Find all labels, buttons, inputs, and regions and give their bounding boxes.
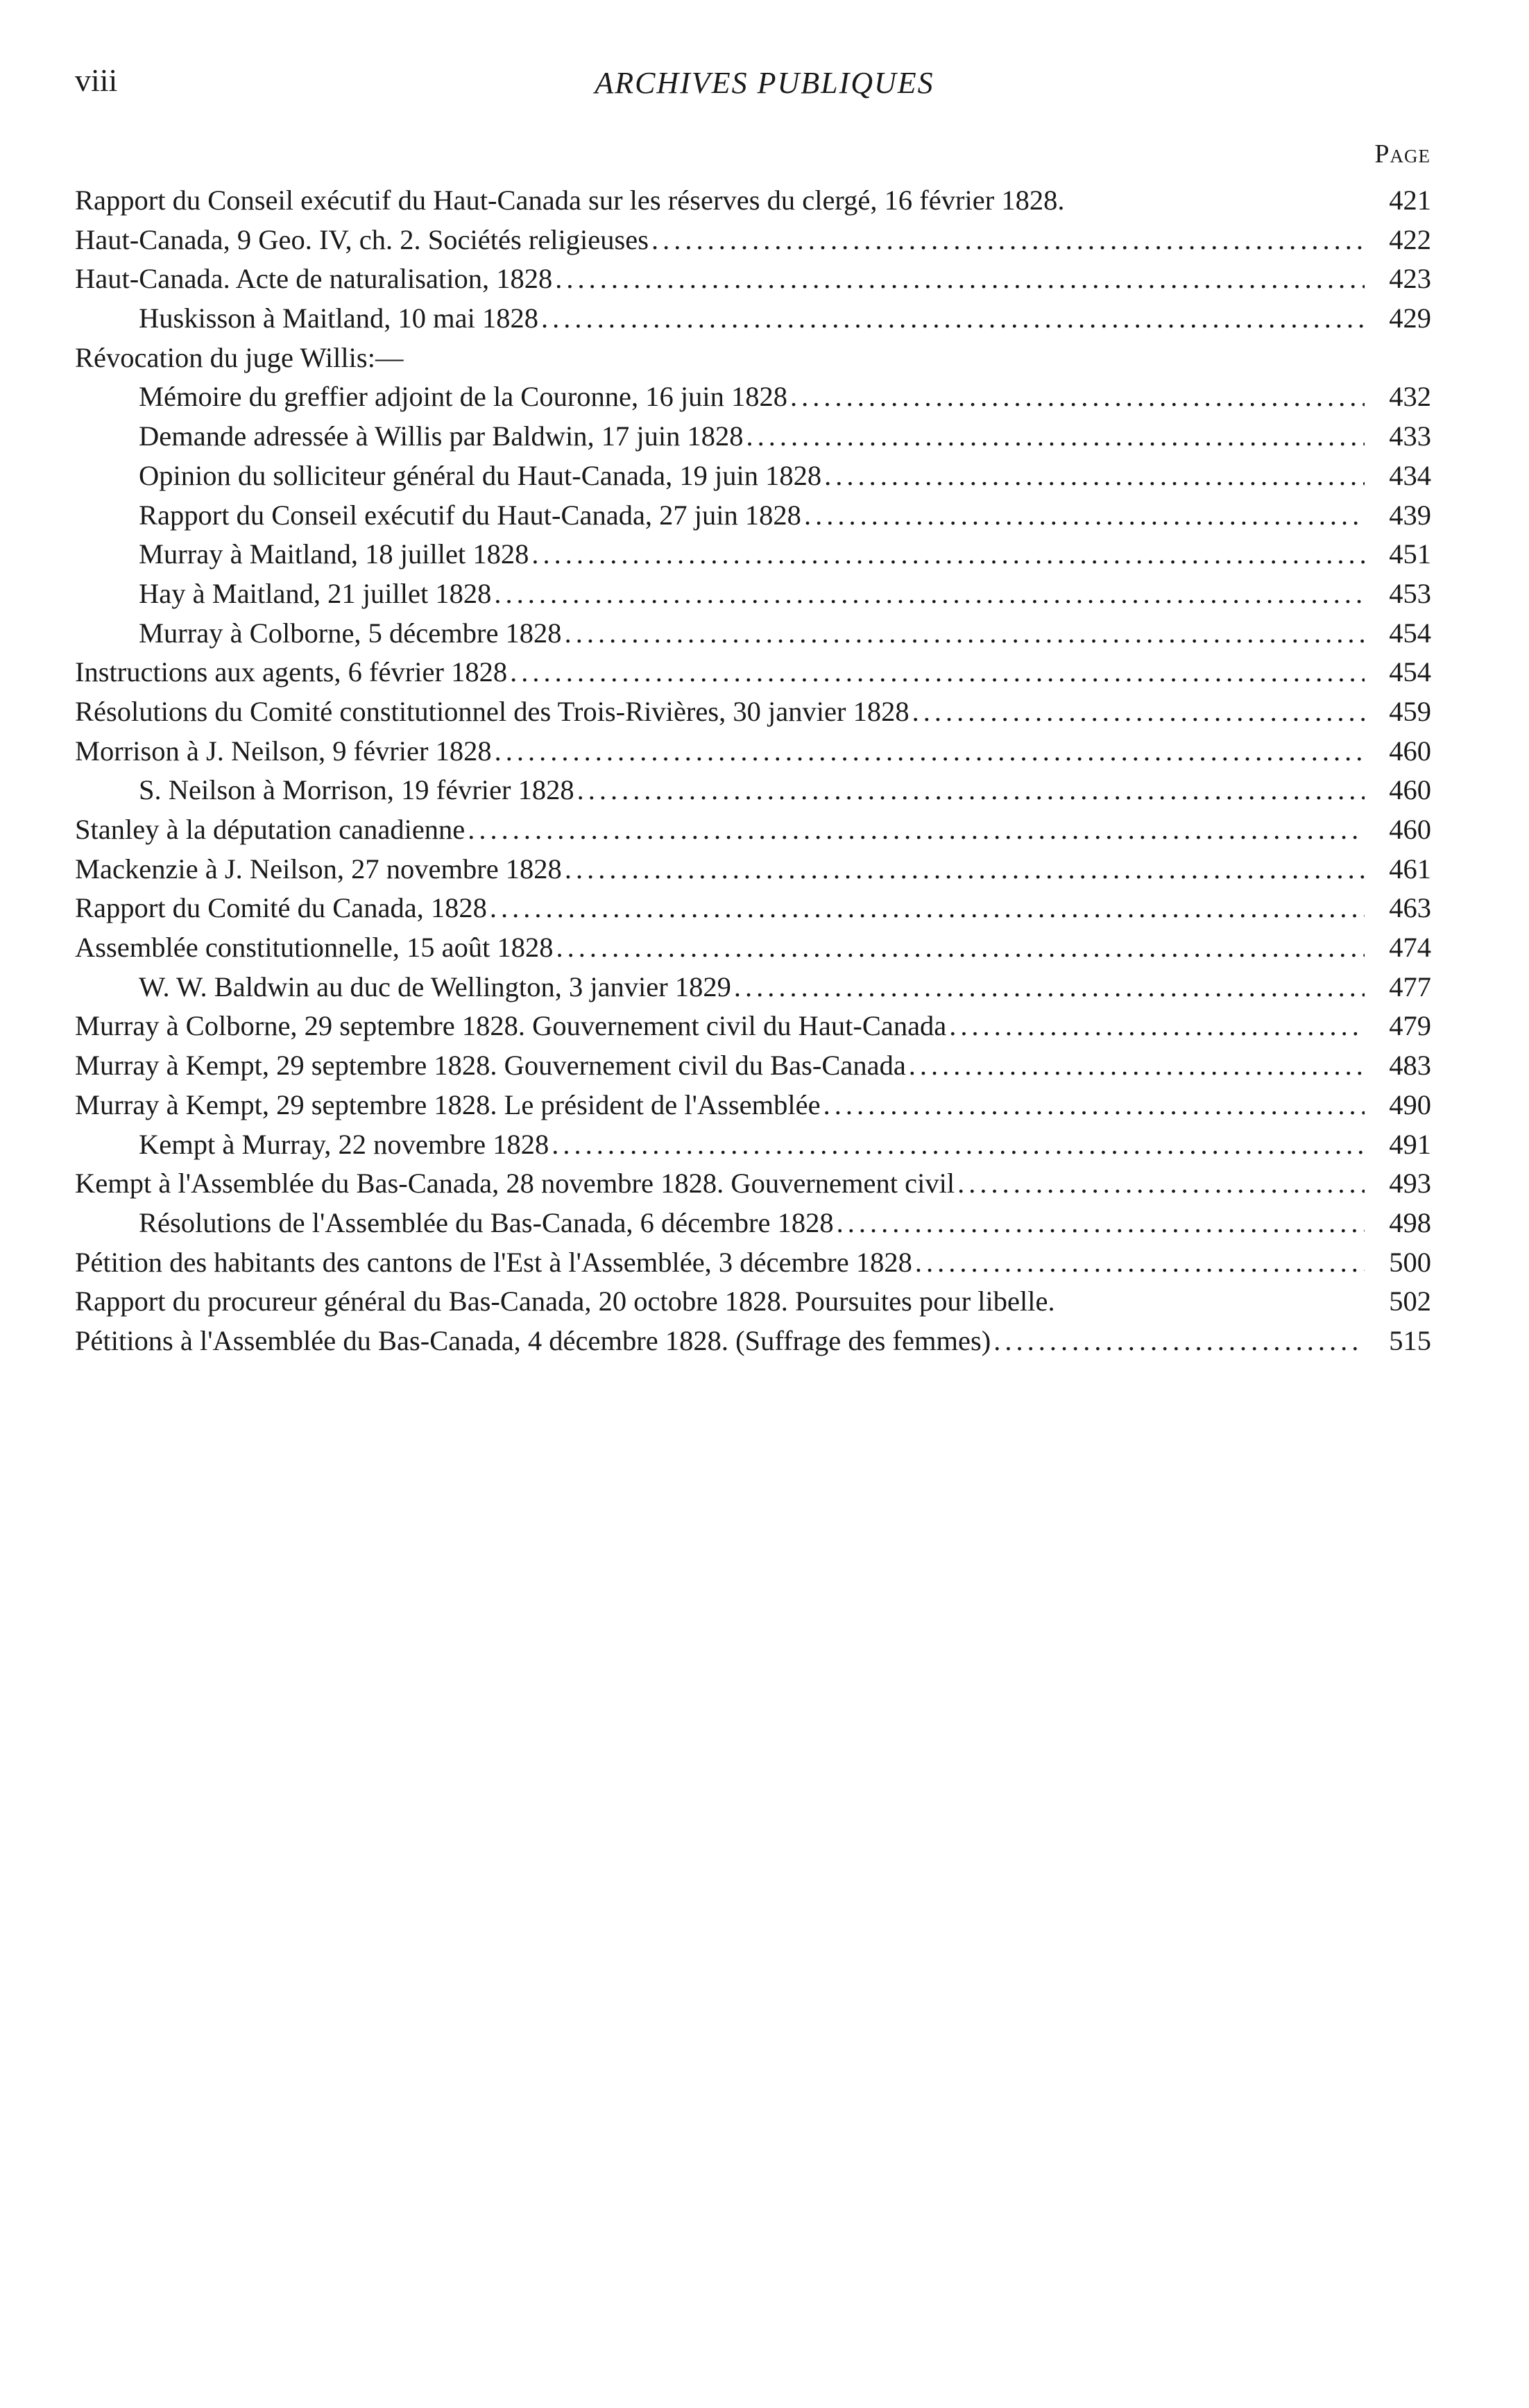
toc-entry-page: 429 — [1389, 302, 1431, 334]
toc-entry — [75, 1322, 1431, 1361]
toc-entry-page: 479 — [1389, 1010, 1431, 1042]
toc-entry — [75, 614, 1431, 654]
table-of-contents — [75, 181, 1431, 1361]
toc-entry — [75, 1125, 1431, 1165]
toc-entry-title: Murray à Colborne, 5 décembre 1828 — [139, 617, 562, 649]
toc-entry-title: Murray à Kempt, 29 septembre 1828. Gouvernement civil du Bas-Canada — [75, 1050, 906, 1082]
toc-entry-title: Hay à Maitland, 21 juillet 1828 — [139, 577, 492, 609]
toc-leader-dots — [565, 850, 1365, 889]
toc-entry-page: 432 — [1389, 381, 1431, 413]
toc-leader-dots — [949, 1007, 1365, 1046]
toc-entry-page: 453 — [1389, 577, 1431, 609]
toc-entry-page: 434 — [1389, 459, 1431, 491]
toc-leader-dots — [490, 889, 1365, 928]
toc-entry-page: 433 — [1389, 420, 1431, 452]
toc-entry-page: 515 — [1389, 1324, 1431, 1356]
toc-leader-dots — [837, 1204, 1365, 1243]
toc-entry-title: Mémoire du greffier adjoint de la Couronne, 16 juin 1828 — [139, 381, 788, 413]
toc-entry — [75, 850, 1431, 889]
toc-entry — [75, 771, 1431, 810]
toc-entry-page: 502 — [1389, 1286, 1431, 1317]
toc-entry-page: 422 — [1389, 223, 1431, 255]
toc-entry — [75, 1204, 1431, 1243]
toc-entry-page: 459 — [1389, 695, 1431, 727]
page-column-label: Page — [1374, 139, 1430, 169]
toc-entry-title: Rapport du Conseil exécutif du Haut-Canada, 27 juin 1828 — [139, 499, 801, 531]
toc-entry-title: Résolutions du Comité constitutionnel des Trois-Rivières, 30 janvier 1828 — [75, 695, 909, 727]
toc-entry-title: Morrison à J. Neilson, 9 février 1828 — [75, 735, 492, 767]
toc-leader-dots — [531, 535, 1365, 574]
toc-leader-dots — [909, 1046, 1365, 1086]
toc-entry-title: Résolutions de l'Assemblée du Bas-Canada, 6 décembre 1828 — [139, 1206, 834, 1238]
toc-leader-dots — [746, 417, 1365, 456]
toc-entry-title: Opinion du solliciteur général du Haut-Canada, 19 juin 1828 — [139, 459, 822, 491]
toc-leader-dots — [495, 732, 1365, 771]
toc-leader-dots — [556, 928, 1365, 968]
toc-entry-title: W. W. Baldwin au duc de Wellington, 3 janvier 1829 — [139, 971, 731, 1002]
toc-entry-title: Murray à Colborne, 29 septembre 1828. Gouvernement civil du Haut-Canada — [75, 1010, 947, 1042]
toc-leader-dots — [734, 968, 1365, 1007]
toc-entry — [75, 221, 1431, 260]
toc-entry — [75, 928, 1431, 968]
toc-entry-page: 421 — [1389, 185, 1431, 216]
toc-leader-dots — [912, 692, 1365, 732]
toc-entry — [75, 1243, 1431, 1283]
toc-entry-title: Huskisson à Maitland, 10 mai 1828 — [139, 302, 538, 334]
toc-leader-dots — [824, 456, 1365, 496]
toc-entry-page: 460 — [1389, 814, 1431, 845]
toc-entry-page: 491 — [1389, 1128, 1431, 1160]
toc-leader-dots — [555, 259, 1365, 299]
toc-entry-title: Murray à Kempt, 29 septembre 1828. Le président de l'Assemblée — [75, 1088, 821, 1120]
toc-entry-title: Demande adressée à Willis par Baldwin, 17 juin 1828 — [139, 420, 744, 452]
toc-entry — [75, 456, 1431, 496]
toc-leader-dots — [577, 771, 1365, 810]
toc-entry-page: 500 — [1389, 1246, 1431, 1278]
toc-entry-page: 490 — [1389, 1088, 1431, 1120]
toc-entry-title: Instructions aux agents, 6 février 1828 — [75, 656, 508, 688]
toc-entry — [75, 968, 1431, 1007]
toc-leader-dots — [468, 810, 1365, 850]
toc-entry-page: 483 — [1389, 1050, 1431, 1082]
toc-entry — [75, 377, 1431, 417]
toc-entry-page: 460 — [1389, 735, 1431, 767]
toc-entry-title: Haut-Canada. Acte de naturalisation, 1828 — [75, 263, 553, 295]
toc-entry-title: Kempt à Murray, 22 novembre 1828 — [139, 1128, 549, 1160]
toc-entry — [75, 653, 1431, 692]
toc-entry-page: 454 — [1389, 656, 1431, 688]
toc-leader-dots — [790, 377, 1365, 417]
toc-entry-page: 463 — [1389, 892, 1431, 924]
toc-entry — [75, 732, 1431, 771]
toc-entry-page: 451 — [1389, 538, 1431, 570]
toc-entry-page: 439 — [1389, 499, 1431, 531]
toc-entry-page: 477 — [1389, 971, 1431, 1002]
toc-leader-dots — [651, 221, 1365, 260]
toc-leader-dots — [957, 1164, 1365, 1204]
toc-entry-page: 493 — [1389, 1168, 1431, 1199]
toc-entry — [75, 1282, 1431, 1322]
toc-entry-page: 461 — [1389, 853, 1431, 885]
page-folio: viii — [75, 62, 118, 98]
toc-leader-dots — [993, 1322, 1365, 1361]
toc-entry — [75, 692, 1431, 732]
toc-entry-title: Rapport du Conseil exécutif du Haut-Canada sur les réserves du clergé, 16 février 1828. — [75, 185, 1065, 216]
toc-entry-title: Haut-Canada, 9 Geo. IV, ch. 2. Sociétés religieuses — [75, 223, 649, 255]
toc-leader-dots — [510, 653, 1365, 692]
toc-leader-dots — [552, 1125, 1365, 1165]
toc-entry — [75, 1007, 1431, 1046]
toc-entry-title: Stanley à la députation canadienne — [75, 814, 465, 845]
toc-entry — [75, 889, 1431, 928]
toc-entry-title: Révocation du juge Willis:— — [75, 341, 404, 373]
toc-entry — [75, 574, 1431, 614]
toc-entry-page: 423 — [1389, 263, 1431, 295]
toc-leader-dots — [823, 1086, 1365, 1125]
toc-entry-title: Mackenzie à J. Neilson, 27 novembre 1828 — [75, 853, 562, 885]
toc-entry — [75, 1164, 1431, 1204]
toc-entry-title: Kempt à l'Assemblée du Bas-Canada, 28 novembre 1828. Gouvernement civil — [75, 1168, 955, 1199]
toc-entry-page: 460 — [1389, 774, 1431, 806]
toc-entry — [75, 339, 1431, 378]
toc-entry-title: Rapport du Comité du Canada, 1828 — [75, 892, 487, 924]
toc-entry-title: Pétition des habitants des cantons de l'Est à l'Assemblée, 3 décembre 1828 — [75, 1246, 912, 1278]
toc-entry — [75, 259, 1431, 299]
toc-entry-title: S. Neilson à Morrison, 19 février 1828 — [139, 774, 574, 806]
toc-entry-title: Murray à Maitland, 18 juillet 1828 — [139, 538, 529, 570]
toc-entry — [75, 1046, 1431, 1086]
toc-entry-page: 454 — [1389, 617, 1431, 649]
toc-leader-dots — [804, 496, 1365, 536]
toc-entry — [75, 1086, 1431, 1125]
toc-entry — [75, 299, 1431, 339]
toc-entry — [75, 181, 1431, 221]
toc-entry-page: 474 — [1389, 932, 1431, 964]
toc-leader-dots — [541, 299, 1365, 339]
toc-leader-dots — [915, 1243, 1365, 1283]
running-head: ARCHIVES PUBLIQUES — [595, 66, 934, 100]
toc-leader-dots — [565, 614, 1365, 654]
toc-entry-title: Rapport du procureur général du Bas-Canada, 20 octobre 1828. Poursuites pour libelle. — [75, 1286, 1055, 1317]
toc-entry-title: Assemblée constitutionnelle, 15 août 1828 — [75, 932, 554, 964]
toc-leader-dots — [494, 574, 1365, 614]
toc-entry — [75, 496, 1431, 536]
toc-entry — [75, 810, 1431, 850]
toc-entry — [75, 535, 1431, 574]
toc-entry — [75, 417, 1431, 456]
toc-entry-page: 498 — [1389, 1206, 1431, 1238]
toc-entry-title: Pétitions à l'Assemblée du Bas-Canada, 4 décembre 1828. (Suffrage des femmes) — [75, 1324, 991, 1356]
